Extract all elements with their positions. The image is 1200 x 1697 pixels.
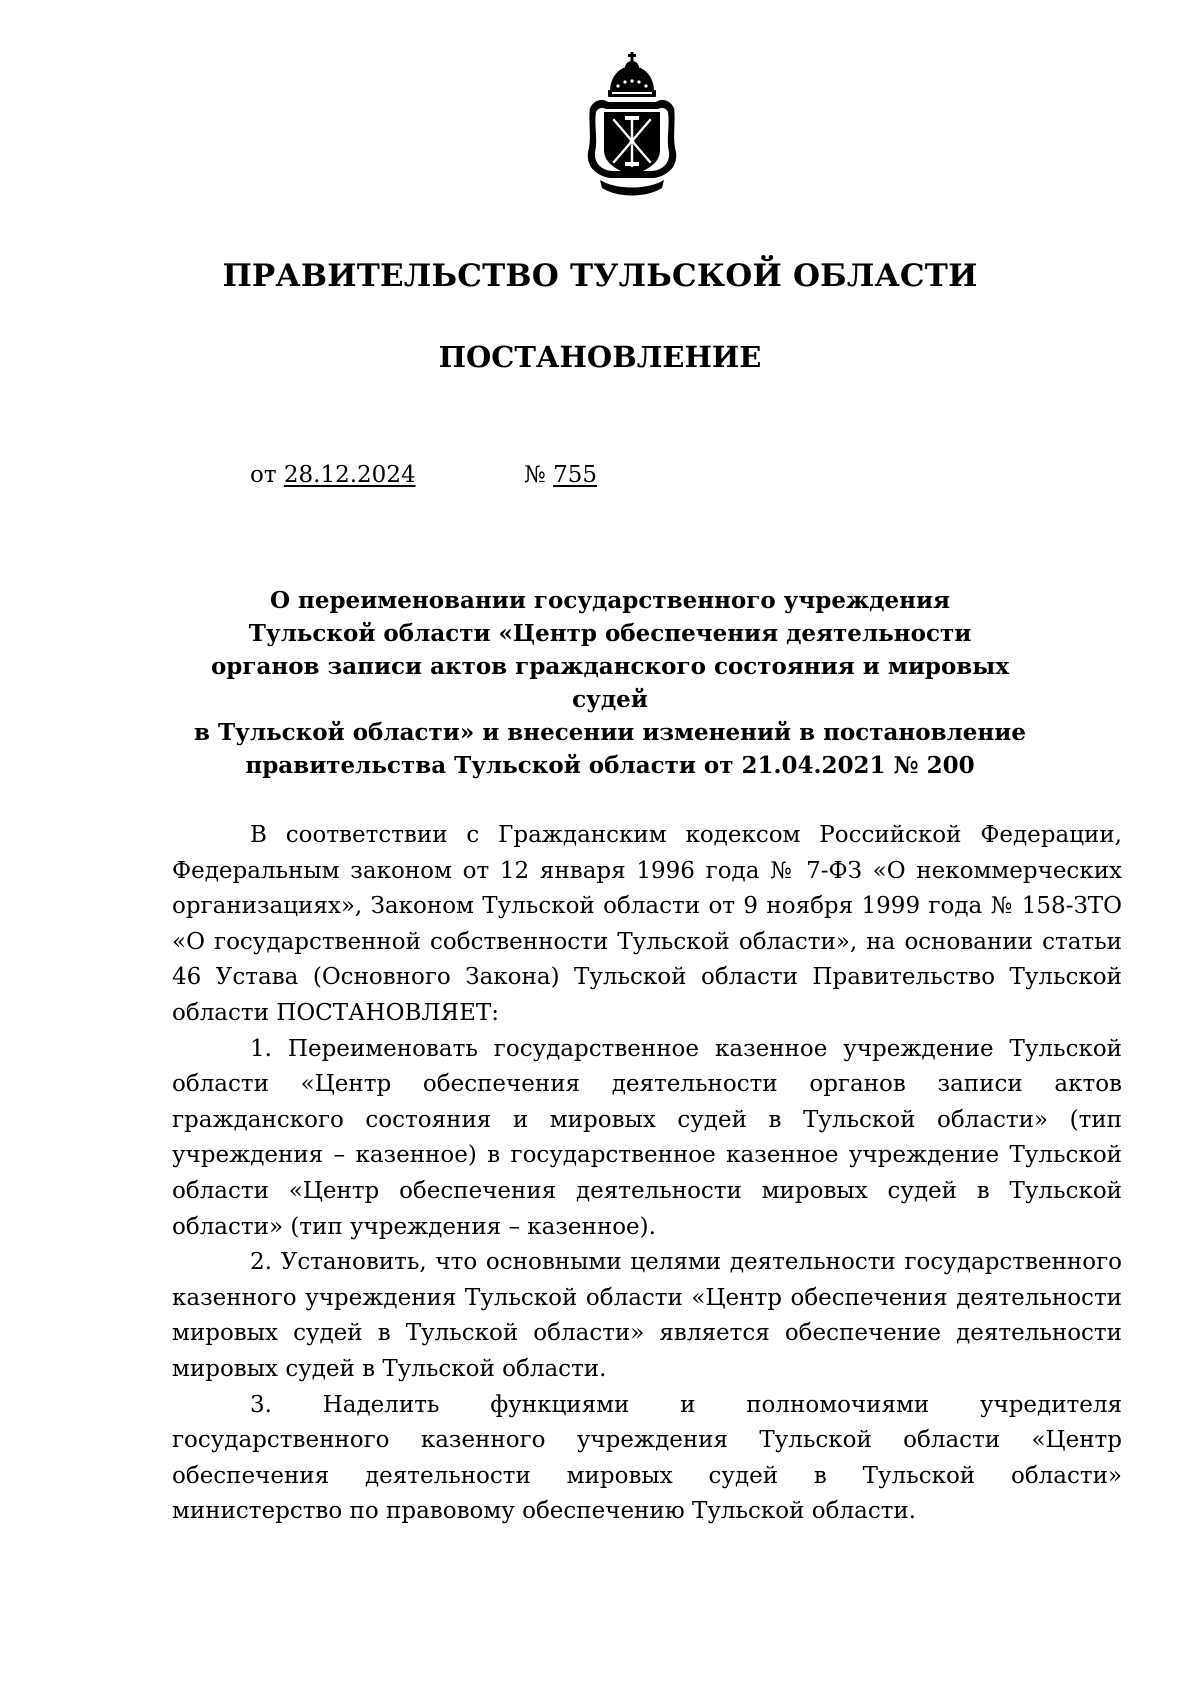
date-value: 28.12.2024 [283, 462, 416, 488]
date-prefix: от [250, 462, 277, 488]
title-line: органов записи актов гражданского состояния и мировых судей [210, 653, 1010, 713]
document-type: ПОСТАНОВЛЕНИЕ [438, 340, 762, 374]
clause-3-paragraph: 3. Наделить функциями и полномочиями учредителя государственного казенного учреждения Тульской области «Центр обеспечения деятельности мировых судей в Тульской области» министерство по правовому обеспечению Тульской области. [172, 1391, 1122, 1525]
organization-title: ПРАВИТЕЛЬСТВО ТУЛЬСКОЙ ОБЛАСТИ [222, 258, 978, 294]
clause-1-paragraph: 1. Переименовать государственное казенное учреждение Тульской области «Центр обеспечения деятельности органов записи актов гражданского состояния и мировых судей в Тульской области» (тип учреждения – казенное) в государственное казенное учреждение Тульской области «Центр обеспечения деятельности мировых судей в Тульской области» (тип учреждения – казенное). [172, 1035, 1122, 1240]
document-body [172, 818, 1122, 1530]
title-line: Тульской области «Центр обеспечения деятельности [248, 620, 972, 647]
title-line: О переименовании государственного учреждения [269, 587, 951, 614]
document-date [250, 460, 416, 490]
coat-of-arms-icon [580, 52, 684, 200]
number-value: 755 [553, 462, 597, 488]
document-number [524, 460, 597, 490]
document-title [170, 584, 1050, 782]
number-prefix: № [524, 462, 546, 488]
title-line: правительства Тульской области от 21.04.2021 № 200 [245, 752, 975, 779]
clause-2-paragraph: 2. Установить, что основными целями деятельности государственного казенного учреждения Тульской области «Центр обеспечения деятельности мировых судей в Тульской области» является обеспечение деятельности мировых судей в Тульской области. [172, 1249, 1122, 1382]
preamble-paragraph: В соответствии с Гражданским кодексом Российской Федерации, Федеральным законом от 12 января 1996 года № 7-ФЗ «О некоммерческих организациях», Законом Тульской области от 9 ноября 1999 года № 158-ЗТО «О государственной собственности Тульской области», на основании статьи 46 Устава (Основного Закона) Тульской области Правительство Тульской области ПОСТАНОВЛЯЕТ: [172, 822, 1122, 1026]
title-line: в Тульской области» и внесении изменений в постановление [194, 719, 1026, 746]
